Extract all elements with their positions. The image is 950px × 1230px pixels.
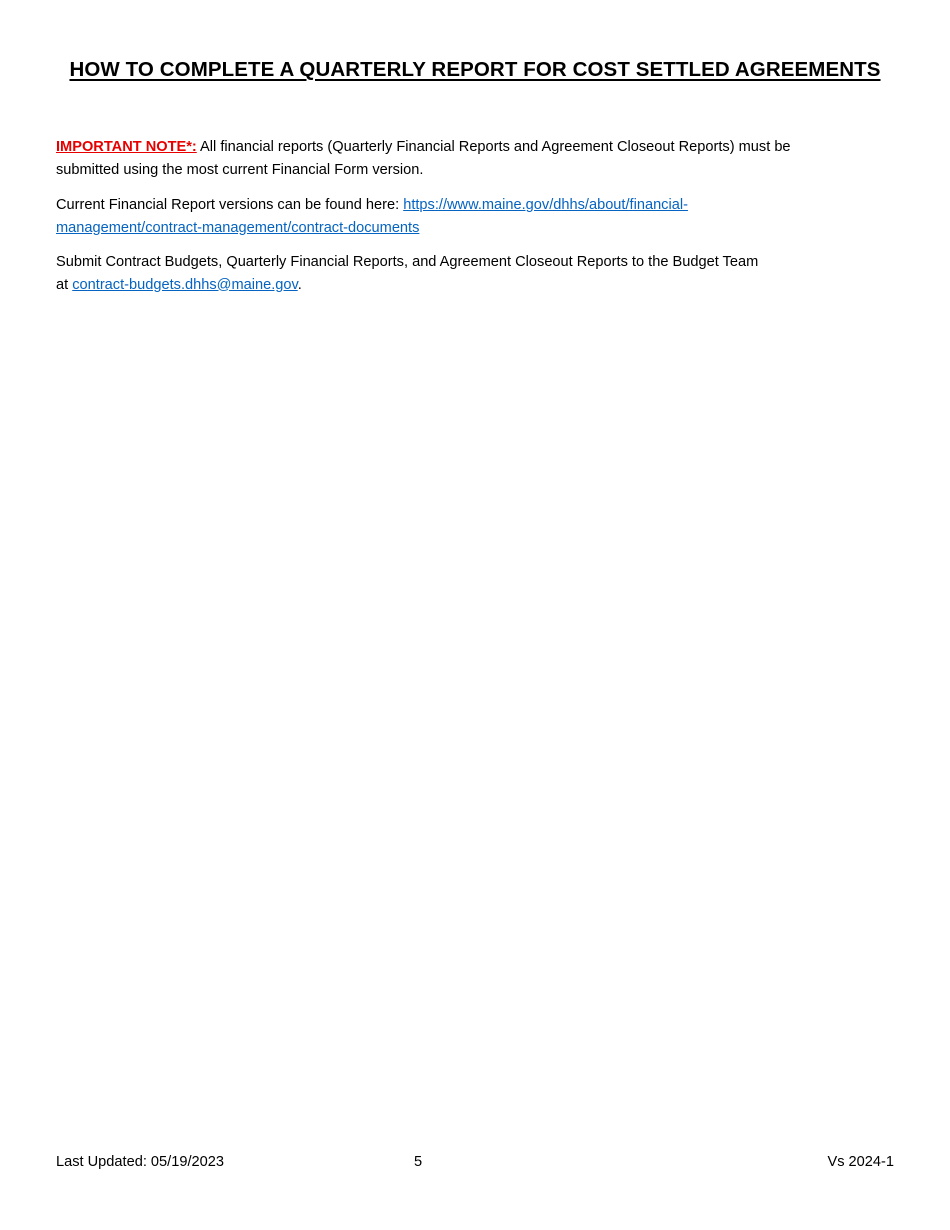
submit-text-prefix: at	[56, 276, 73, 293]
important-note-label: IMPORTANT NOTE*:	[56, 139, 197, 155]
versions-text: Current Financial Report versions can be found here:	[56, 197, 404, 213]
submit-text-line1: Submit Contract Budgets, Quarterly Financial Reports, and Agreement Closeout Reports to the Budget Team	[56, 254, 759, 270]
contract-documents-link-line1: https://www.maine.gov/dhhs/about/financial-	[403, 197, 688, 213]
contract-documents-link-line2: management/contract-management/contract-documents	[56, 219, 420, 236]
financial-report-versions-paragraph	[56, 194, 856, 239]
footer-last-updated: Last Updated: 05/19/2023	[56, 1154, 224, 1170]
submit-text-suffix: .	[297, 276, 302, 293]
important-note-paragraph	[56, 136, 856, 181]
page-title: HOW TO COMPLETE A QUARTERLY REPORT FOR COST SETTLED AGREEMENTS	[69, 58, 881, 81]
budget-team-email-link[interactable]: contract-budgets.dhhs@maine.gov	[72, 276, 298, 293]
important-note-text: All financial reports (Quarterly Financial Reports and Agreement Closeout Reports) must be submitted using the most current Financial Form version.	[56, 139, 791, 178]
submit-reports-paragraph	[56, 251, 856, 296]
footer-page-number: 5	[414, 1154, 423, 1170]
footer-version: Vs 2024-1	[827, 1154, 894, 1170]
